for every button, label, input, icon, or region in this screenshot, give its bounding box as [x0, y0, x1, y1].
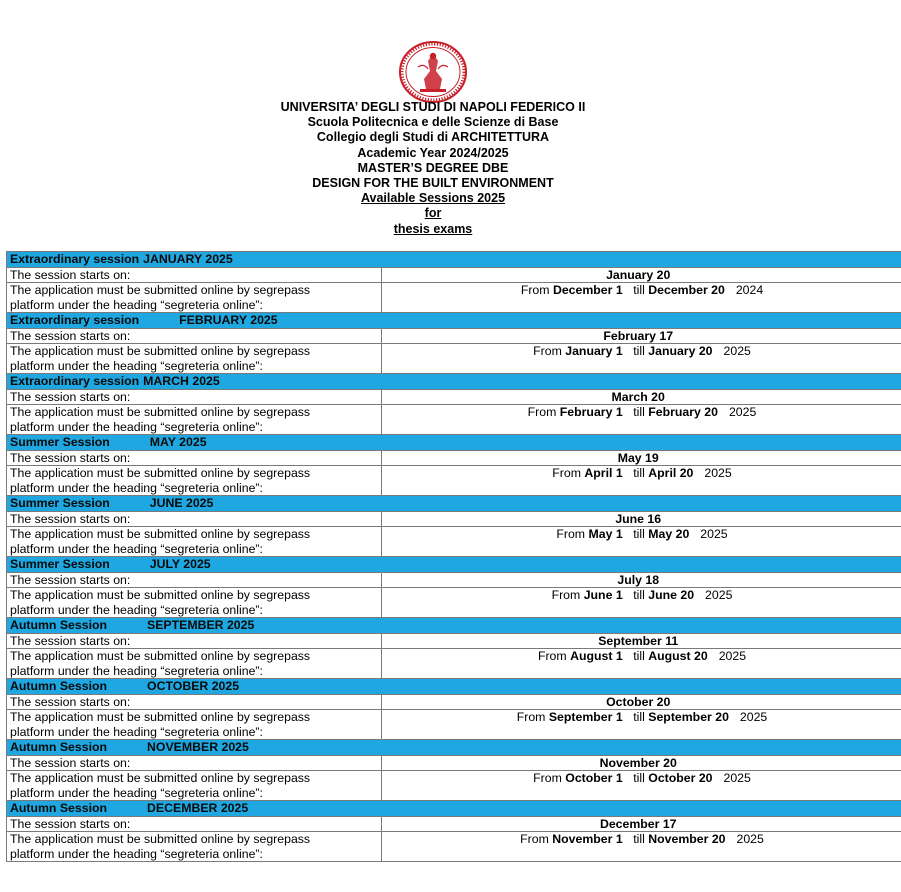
- session-month: DECEMBER 2025: [147, 801, 249, 815]
- session-start-cell: [382, 450, 901, 466]
- from-date-text: January 1: [565, 344, 623, 358]
- session-start-cell: [382, 633, 901, 649]
- application-till-date: [648, 283, 732, 297]
- ordinal-suffix: [665, 389, 673, 392]
- ordinal-suffix: [713, 344, 721, 347]
- application-year: 2025: [728, 405, 757, 419]
- session-application-row: [7, 588, 901, 618]
- from-date-text: September 1: [548, 710, 623, 724]
- academic-year: Academic Year 2024/2025: [357, 145, 509, 160]
- application-period-cell: [382, 649, 901, 679]
- application-period-cell: [382, 527, 901, 557]
- session-start-label: The session starts on:: [7, 755, 382, 771]
- session-start-date: [600, 817, 684, 831]
- for-heading: for: [424, 206, 442, 221]
- application-from-date: [584, 466, 629, 480]
- till-word: till: [633, 527, 645, 541]
- session-title-row: [7, 557, 901, 573]
- application-from-date: [565, 344, 630, 358]
- session-type: Autumn Session: [10, 679, 108, 693]
- session-start-row: [7, 816, 901, 832]
- session-month: OCTOBER 2025: [147, 679, 240, 693]
- session-application-label: [7, 344, 382, 374]
- application-from-date: [584, 588, 630, 602]
- available-sessions-heading: Available Sessions 2025: [360, 191, 506, 206]
- application-text-line2: platform under the heading “segreteria online”:: [10, 602, 263, 617]
- degree-name: MASTER’S DEGREE DBE: [357, 160, 509, 175]
- from-word: From: [537, 649, 567, 663]
- till-word: till: [633, 771, 645, 785]
- from-date-text: May 1: [588, 527, 623, 541]
- from-date-text: August 1: [570, 649, 623, 663]
- session-application-label: [7, 405, 382, 435]
- session-title-cell: [7, 740, 901, 756]
- application-till-date: [648, 527, 697, 541]
- application-year: 2025: [704, 466, 732, 480]
- application-from-date: [549, 710, 630, 724]
- application-period-cell: [382, 588, 901, 618]
- from-date-text: November 1: [552, 832, 623, 846]
- application-text-line2: platform under the heading “segreteria online”:: [10, 358, 263, 373]
- session-title-cell: [7, 313, 901, 329]
- session-application-label: [7, 283, 382, 313]
- session-type: Summer Session: [10, 435, 110, 449]
- application-text-line2: platform under the heading “segreteria online”:: [10, 785, 263, 800]
- session-type: Autumn Session: [10, 801, 108, 815]
- ordinal-suffix: [623, 344, 630, 347]
- from-word: From: [533, 771, 562, 785]
- application-text-line1: The application must be submitted online by segrepass: [10, 405, 311, 419]
- ordinal-suffix: [677, 816, 685, 819]
- start-date-text: October 20: [606, 694, 671, 709]
- session-title-row: [7, 496, 901, 512]
- session-month: JUNE 2025: [149, 496, 214, 510]
- application-year: 2025: [705, 588, 733, 602]
- from-word: From: [520, 283, 550, 297]
- application-text-line1: The application must be submitted online by segrepass: [10, 710, 311, 724]
- session-start-row: [7, 450, 901, 466]
- session-start-cell: [382, 755, 901, 771]
- ordinal-suffix: [623, 283, 630, 286]
- ordinal-suffix: [708, 649, 716, 652]
- from-date-text: October 1: [565, 771, 623, 785]
- session-start-cell: [382, 389, 901, 405]
- till-date-text: April 20: [648, 466, 694, 480]
- application-till-date: [648, 466, 701, 480]
- session-application-row: [7, 832, 901, 862]
- session-start-label: The session starts on:: [7, 694, 382, 710]
- ordinal-suffix: [694, 588, 702, 591]
- session-type: Extraordinary session: [10, 374, 140, 388]
- session-application-row: [7, 710, 901, 740]
- start-date-text: September 11: [598, 633, 679, 648]
- session-start-date: [600, 756, 685, 770]
- session-start-label: The session starts on:: [7, 816, 382, 832]
- application-period-cell: [382, 405, 901, 435]
- ordinal-suffix: [623, 771, 630, 774]
- from-word: From: [551, 588, 581, 602]
- session-title-row: [7, 252, 901, 268]
- sessions-table: [6, 251, 901, 862]
- session-start-cell: [382, 267, 901, 283]
- ordinal-suffix: [623, 466, 630, 469]
- application-text-line2: platform under the heading “segreteria online”:: [10, 297, 263, 312]
- application-till-date: [648, 588, 701, 602]
- university-seal-logo: [398, 41, 468, 103]
- from-word: From: [516, 710, 546, 724]
- application-year: 2025: [736, 832, 764, 846]
- session-start-row: [7, 511, 901, 527]
- till-date-text: January 20: [648, 344, 713, 358]
- session-start-label: The session starts on:: [7, 572, 382, 588]
- till-date-text: February 20: [648, 405, 718, 419]
- ordinal-suffix: [659, 572, 667, 575]
- session-start-row: [7, 694, 901, 710]
- application-year: 2025: [723, 344, 751, 358]
- ordinal-suffix: [623, 649, 630, 652]
- session-start-cell: [382, 572, 901, 588]
- till-date-text: June 20: [648, 588, 695, 602]
- till-word: till: [633, 832, 645, 846]
- application-from-date: [565, 771, 630, 785]
- start-date-text: June 16: [615, 511, 662, 526]
- ordinal-suffix: [623, 588, 630, 591]
- application-text-line1: The application must be submitted online by segrepass: [10, 832, 311, 846]
- application-period-cell: [382, 710, 901, 740]
- from-word: From: [533, 344, 562, 358]
- application-till-date: [648, 405, 725, 419]
- session-start-row: [7, 572, 901, 588]
- session-title-row: [7, 801, 901, 817]
- session-start-cell: [382, 511, 901, 527]
- session-start-date: [598, 634, 686, 648]
- application-text-line2: platform under the heading “segreteria online”:: [10, 541, 263, 556]
- ordinal-suffix: [689, 527, 697, 530]
- session-application-label: [7, 466, 382, 496]
- application-year: 2025: [739, 710, 768, 724]
- session-application-label: [7, 832, 382, 862]
- application-year: 2024: [735, 283, 764, 297]
- ordinal-suffix: [725, 283, 733, 286]
- session-type: Autumn Session: [10, 618, 108, 632]
- till-word: till: [633, 405, 645, 419]
- ordinal-suffix: [623, 527, 630, 530]
- till-date-text: November 20: [648, 832, 726, 846]
- ordinal-suffix: [729, 710, 737, 713]
- application-text-line1: The application must be submitted online by segrepass: [10, 466, 311, 480]
- from-word: From: [556, 527, 586, 541]
- till-date-text: December 20: [648, 283, 725, 297]
- application-text-line1: The application must be submitted online by segrepass: [10, 344, 311, 358]
- application-from-date: [560, 405, 630, 419]
- session-month: SEPTEMBER 2025: [147, 618, 255, 632]
- college-name: Collegio degli Studi di ARCHITETTURA: [316, 130, 550, 145]
- session-start-cell: [382, 328, 901, 344]
- from-word: From: [527, 405, 557, 419]
- application-text-line2: platform under the heading “segreteria online”:: [10, 724, 263, 739]
- session-title-cell: [7, 801, 901, 817]
- application-period-cell: [382, 283, 901, 313]
- session-month: FEBRUARY 2025: [179, 313, 278, 327]
- till-date-text: May 20: [648, 527, 690, 541]
- ordinal-suffix: [623, 832, 630, 835]
- session-type: Summer Session: [10, 557, 110, 571]
- till-date-text: August 20: [648, 649, 708, 663]
- session-start-row: [7, 755, 901, 771]
- start-date-text: May 19: [617, 450, 659, 465]
- session-application-row: [7, 405, 901, 435]
- start-date-text: January 20: [606, 267, 671, 282]
- program-name: DESIGN FOR THE BUILT ENVIRONMENT: [312, 176, 554, 191]
- session-start-row: [7, 267, 901, 283]
- application-period-cell: [382, 466, 901, 496]
- application-text-line1: The application must be submitted online by segrepass: [10, 649, 311, 663]
- ordinal-suffix: [726, 832, 734, 835]
- session-title-cell: [7, 374, 901, 390]
- from-date-text: June 1: [583, 588, 623, 602]
- application-period-cell: [382, 771, 901, 801]
- application-year: 2025: [723, 771, 751, 785]
- application-text-line2: platform under the heading “segreteria online”:: [10, 846, 263, 861]
- session-start-label: The session starts on:: [7, 633, 382, 649]
- session-start-row: [7, 633, 901, 649]
- application-text-line2: platform under the heading “segreteria online”:: [10, 480, 263, 495]
- session-title-row: [7, 374, 901, 390]
- session-start-label: The session starts on:: [7, 328, 382, 344]
- ordinal-suffix: [659, 450, 667, 453]
- ordinal-suffix: [677, 755, 685, 758]
- session-title-row: [7, 740, 901, 756]
- session-month: MAY 2025: [149, 435, 207, 449]
- session-title-cell: [7, 496, 901, 512]
- session-type: Autumn Session: [10, 740, 108, 754]
- till-word: till: [633, 649, 645, 663]
- session-title-row: [7, 313, 901, 329]
- session-start-date: [618, 451, 667, 465]
- session-application-row: [7, 283, 901, 313]
- application-text-line2: platform under the heading “segreteria online”:: [10, 419, 263, 434]
- document-header: [0, 100, 866, 237]
- ordinal-suffix: [678, 633, 686, 636]
- from-date-text: February 1: [559, 405, 623, 419]
- start-date-text: February 17: [603, 328, 674, 343]
- session-title-row: [7, 435, 901, 451]
- session-application-label: [7, 527, 382, 557]
- session-title-cell: [7, 557, 901, 573]
- start-date-text: March 20: [611, 389, 665, 404]
- session-month: MARCH 2025: [143, 374, 220, 388]
- application-text-line1: The application must be submitted online by segrepass: [10, 283, 311, 297]
- session-start-label: The session starts on:: [7, 267, 382, 283]
- application-from-date: [552, 832, 630, 846]
- session-application-row: [7, 771, 901, 801]
- school-name: Scuola Politecnica e delle Scienze di Base: [307, 115, 559, 130]
- session-title-cell: [7, 435, 901, 451]
- ordinal-suffix: [670, 694, 678, 697]
- ordinal-suffix: [623, 405, 630, 408]
- application-text-line1: The application must be submitted online by segrepass: [10, 771, 311, 785]
- start-date-text: July 18: [617, 572, 660, 587]
- session-start-cell: [382, 816, 901, 832]
- application-year: 2025: [718, 649, 747, 663]
- application-till-date: [648, 649, 715, 663]
- till-date-text: October 20: [648, 771, 713, 785]
- ordinal-suffix: [718, 405, 726, 408]
- ordinal-suffix: [713, 771, 721, 774]
- session-application-label: [7, 771, 382, 801]
- session-start-date: [606, 268, 678, 282]
- application-text-line1: The application must be submitted online by segrepass: [10, 527, 311, 541]
- session-type: Extraordinary session: [10, 252, 140, 266]
- ordinal-suffix: [693, 466, 701, 469]
- session-application-row: [7, 527, 901, 557]
- till-date-text: September 20: [648, 710, 729, 724]
- till-word: till: [633, 588, 645, 602]
- ordinal-suffix: [673, 328, 681, 331]
- session-month: JANUARY 2025: [143, 252, 233, 266]
- session-start-row: [7, 389, 901, 405]
- session-application-row: [7, 344, 901, 374]
- from-date-text: April 1: [584, 466, 623, 480]
- session-title-cell: [7, 618, 901, 634]
- till-word: till: [633, 466, 645, 480]
- application-till-date: [648, 710, 736, 724]
- session-title-row: [7, 618, 901, 634]
- session-start-cell: [382, 694, 901, 710]
- ordinal-suffix: [623, 710, 630, 713]
- till-word: till: [633, 710, 645, 724]
- session-title-cell: [7, 679, 901, 695]
- application-from-date: [588, 527, 629, 541]
- application-period-cell: [382, 832, 901, 862]
- session-start-label: The session starts on:: [7, 511, 382, 527]
- session-application-label: [7, 649, 382, 679]
- session-start-label: The session starts on:: [7, 389, 382, 405]
- university-name: UNIVERSITA’ DEGLI STUDI DI NAPOLI FEDERICO II: [280, 100, 586, 114]
- application-from-date: [570, 649, 630, 663]
- till-word: till: [633, 283, 645, 297]
- application-till-date: [648, 344, 720, 358]
- application-period-cell: [382, 344, 901, 374]
- application-text-line2: platform under the heading “segreteria online”:: [10, 663, 263, 678]
- session-start-date: [603, 329, 680, 343]
- session-type: Extraordinary session: [10, 313, 140, 327]
- application-text-line1: The application must be submitted online by segrepass: [10, 588, 311, 602]
- session-month: NOVEMBER 2025: [147, 740, 249, 754]
- start-date-text: December 17: [599, 816, 677, 831]
- start-date-text: November 20: [599, 755, 677, 770]
- from-word: From: [552, 466, 581, 480]
- session-type: Summer Session: [10, 496, 110, 510]
- ordinal-suffix: [661, 511, 669, 514]
- session-title-cell: [7, 252, 901, 268]
- application-from-date: [553, 283, 630, 297]
- application-year: 2025: [700, 527, 728, 541]
- session-start-row: [7, 328, 901, 344]
- session-start-date: [606, 695, 678, 709]
- till-word: till: [633, 344, 645, 358]
- session-application-label: [7, 588, 382, 618]
- application-till-date: [648, 771, 720, 785]
- session-application-row: [7, 466, 901, 496]
- ordinal-suffix: [670, 267, 678, 270]
- session-month: JULY 2025: [149, 557, 211, 571]
- session-start-date: [615, 512, 668, 526]
- session-application-label: [7, 710, 382, 740]
- session-start-date: [617, 573, 666, 587]
- session-start-date: [612, 390, 673, 404]
- thesis-exams-heading: thesis exams: [393, 221, 473, 236]
- session-start-label: The session starts on:: [7, 450, 382, 466]
- session-title-row: [7, 679, 901, 695]
- session-application-row: [7, 649, 901, 679]
- application-till-date: [648, 832, 733, 846]
- from-date-text: December 1: [552, 283, 623, 297]
- from-word: From: [520, 832, 549, 846]
